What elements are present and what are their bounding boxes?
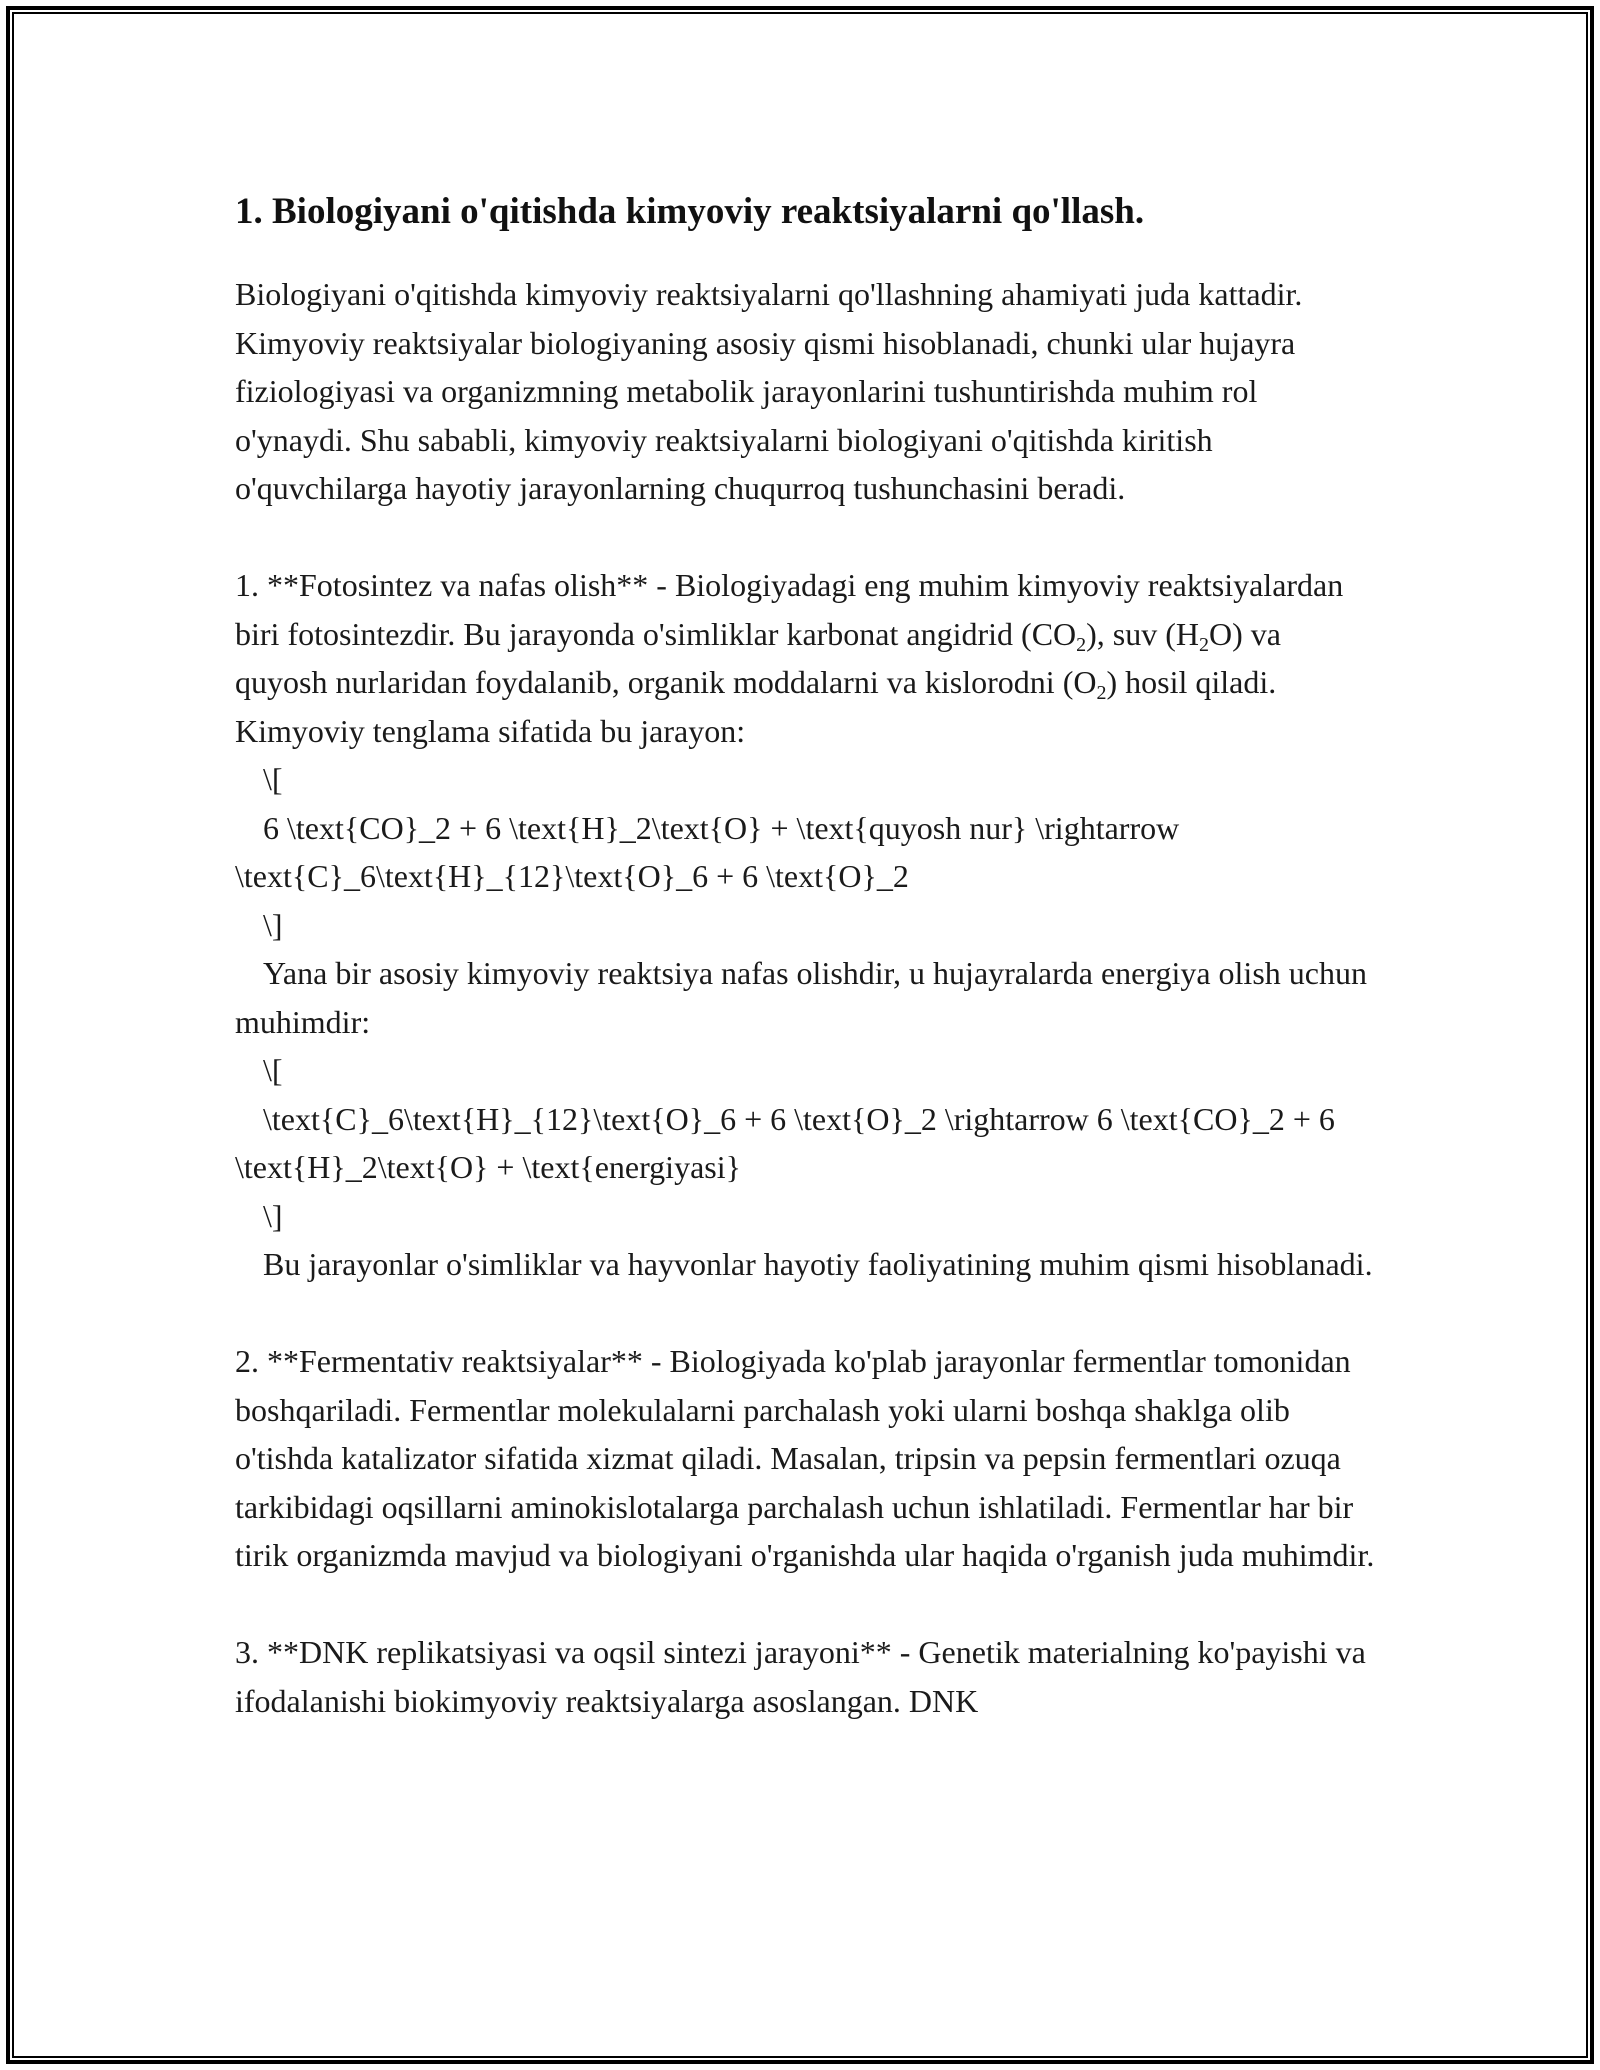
item-1-paragraph xyxy=(235,561,1375,755)
equation-1-open: \[ xyxy=(263,761,283,797)
subscript: 2 xyxy=(1096,682,1107,704)
equation-2-close: \] xyxy=(263,1197,283,1234)
spacer xyxy=(235,1289,1375,1338)
subscript: 2 xyxy=(1199,633,1210,656)
respiration-paragraph: Yana bir asosiy kimyoviy reaktsiya nafas olishdir, u hujayralarda energiya olish uchun muhimdir: xyxy=(235,955,1367,1040)
intro-paragraph: Biologiyani o'qitishda kimyoviy reaktsiyalarni qo'llashning ahamiyati juda kattadir. Kimyoviy reaktsiyalar biologiyaning asosiy qismi hisoblanadi, chunki ular hujayra fiziologiyasi va organizmning metabolik jarayonlarini tushuntirishda muhim rol o'ynaydi. Shu sababli, kimyoviy reaktsiyalarni biologiyani o'qitishda kiritish o'quvchilarga hayotiy jarayonlarning chuqurroq tushunchasini beradi. xyxy=(235,276,1303,506)
equation-1-close: \] xyxy=(263,906,283,943)
spacer xyxy=(235,1580,1375,1629)
spacer xyxy=(235,513,1375,562)
item-1-text-c: O) va quyosh nurlaridan foydalanib, organik moddalarni va kislorodni (O xyxy=(235,615,1281,700)
item-2-paragraph: 2. **Fermentativ reaktsiyalar** - Biologiyada ko'plab jarayonlar fermentlar tomonidan boshqariladi. Fermentlar molekulalarni parchalash yoki ularni boshqa shaklga olib o'tishda katalizator sifatida xizmat qiladi. Masalan, tripsin va pepsin fermentlari ozuqa tarkibidagi oqsillarni aminokislotalarga parchalash uchun ishlatiladi. Fermentlar har bir tirik organizmda mavjud va biologiyani o'rganishda ular haqida o'rganish juda muhimdir. xyxy=(235,1343,1375,1573)
document-body xyxy=(235,186,1375,1725)
subscript: 2 xyxy=(1076,633,1087,656)
equation-2: \text{C}_6\text{H}_{12}\text{O}_6 + 6 \text{O}_2 \rightarrow 6 \text{CO}_2 + 6 \text{H}_2\text{O} + \text{energiyasi} xyxy=(235,1100,1335,1185)
section-heading: 1. Biologiyani o'qitishda kimyoviy reaktsiyalarni qo'llash. xyxy=(235,191,1145,232)
item-3-paragraph: 3. **DNK replikatsiyasi va oqsil sintezi jarayoni** - Genetik materialning ko'payishi va ifodalanishi biokimyoviy reaktsiyalarga asoslangan. DNK xyxy=(235,1634,1366,1719)
equation-1: 6 \text{CO}_2 + 6 \text{H}_2\text{O} + \text{quyosh nur} \rightarrow \text{C}_6\text{H}_{12}\text{O}_6 + 6 \text{O}_2 xyxy=(235,809,1180,894)
item-1-conclusion: Bu jarayonlar o'simliklar va hayvonlar hayotiy faoliyatining muhim qismi hisoblanadi. xyxy=(263,1246,1373,1282)
item-1-text-a: 1. **Fotosintez va nafas olish** - Biologiyadagi eng muhim kimyoviy reaktsiyalardan biri fotosintezdir. Bu jarayonda o'simliklar karbonat angidrid (CO xyxy=(235,567,1344,652)
item-1-text-b: ), suv (H xyxy=(1086,615,1200,652)
item-1-text-d: ) hosil qiladi. Kimyoviy tenglama sifatida bu jarayon: xyxy=(235,664,1277,749)
equation-2-open: \[ xyxy=(263,1052,283,1088)
